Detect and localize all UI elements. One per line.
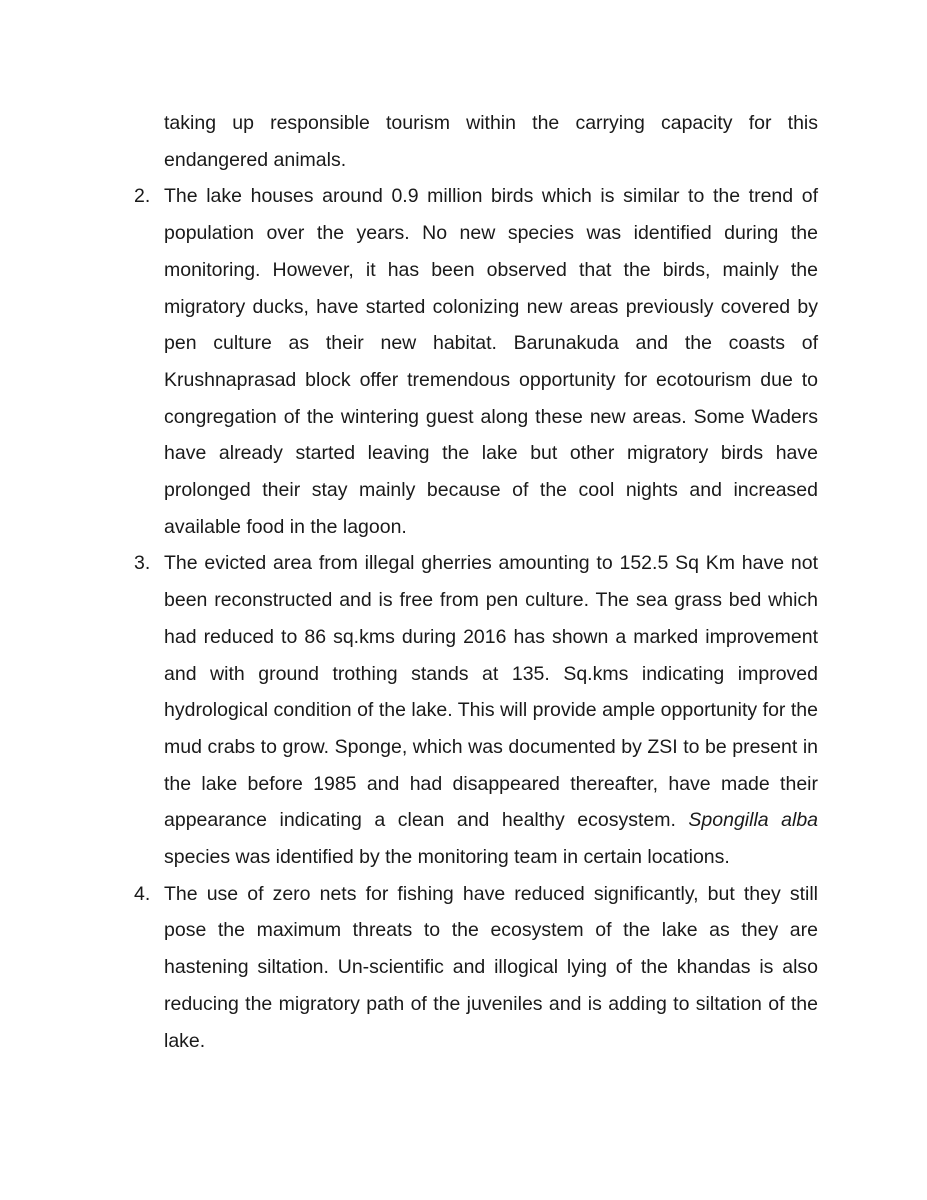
list-item-number: 2. <box>134 185 151 208</box>
list-item-text <box>164 552 818 868</box>
species-name: Spongilla alba <box>688 809 819 832</box>
document-body <box>134 105 819 1059</box>
list-item-text-part: The evicted area from illegal gherries amounting to 152.5 Sq Km have not been reconstructed and is free from pen culture. The sea grass bed which had reduced to 86 sq.kms during 2016 has shown a marked improvement and with ground trothing stands at 135. Sq.kms indicating improved hydrological condition of the lake. This will provide ample opportunity for the mud crabs to grow. Sponge, which was documented by ZSI to be present in the lake before 1985 and had disappeared thereafter, have made their appearance indicating a clean and healthy ecosystem. <box>164 552 818 832</box>
list-item <box>134 876 818 1060</box>
list-item-number: 4. <box>134 882 151 905</box>
list-item <box>134 178 818 545</box>
list-item <box>134 545 819 875</box>
continuation-paragraph: taking up responsible tourism within the carrying capacity for this endangered animals. <box>164 112 818 171</box>
numbered-list <box>134 178 819 1059</box>
list-item-number: 3. <box>134 552 151 575</box>
list-item-text: The lake houses around 0.9 million birds which is similar to the trend of population over the years. No new species was identified during the monitoring. However, it has been observed that the birds, mainly the migratory ducks, have started colonizing new areas previously covered by pen culture as their new habitat. Barunakuda and the coasts of Krushnaprasad block offer tremendous opportunity for ecotourism due to congregation of the wintering guest along these new areas. Some Waders have already started leaving the lake but other migratory birds have prolonged their stay mainly because of the cool nights and increased available food in the lagoon. <box>164 185 818 538</box>
list-item-text: The use of zero nets for fishing have reduced significantly, but they still pose the maximum threats to the ecosystem of the lake as they are hastening siltation. Un-scientific and illogical lying of the khandas is also reducing the migratory path of the juveniles and is adding to siltation of the lake. <box>164 882 818 1052</box>
list-item-text-part: species was identified by the monitoring team in certain locations. <box>164 846 730 869</box>
